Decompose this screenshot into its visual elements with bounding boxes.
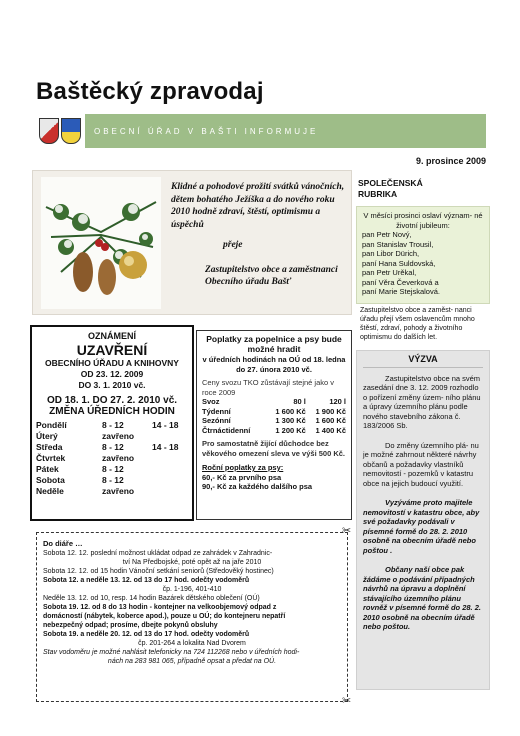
hours-t1: zavřeno [102,453,135,463]
hours-day: Pondělí [36,420,67,430]
hours-row [36,464,188,475]
fees-table [202,397,346,435]
notice-heading: OZNÁMENÍ [88,331,136,341]
hours-row [36,475,188,486]
hours-row [36,431,188,442]
crest-right-icon [61,118,81,144]
jubilee-box [356,206,490,304]
scissors-icon: ✂ [342,694,352,707]
jubilee-name: paní Hana Suldovská, [362,258,436,268]
fees-row [202,407,346,417]
fees-cell: 1 400 Kč [315,425,346,435]
hours-row [36,442,188,453]
social-heading-2: RUBRIKA [358,189,398,199]
appeal-heading: VÝZVA [363,355,483,368]
calendar-line: Sobota 12. a neděle 13. 12. od 13 do 17 hod. odečty vodoměrů [43,577,250,584]
hours-day: Neděle [36,486,64,496]
calendar-line: Sobota 12. 12. poslední možnost ukládat odpad ze zahrádek v Zahradnic- [43,550,273,557]
appeal-p1: Zastupitelstvo obce na svém zasedání dne 3. 12. 2009 rozhodlo o pořízení změny územ- ního plánu a úpravy územního plánu podle nového stavebního zákona č. 183/2006 Sb. [363,373,481,430]
christmas-decoration-image [41,177,161,309]
jubilee-name: pan Petr Urěkal, [362,268,417,277]
hours-day: Úterý [36,431,58,441]
fees-header-row [202,397,346,407]
calendar-line: Sobota 12. 12. od 15 hodin Vánoční setkání seniorů (Středověký hostinec) [43,568,274,575]
appeal-box [356,350,490,690]
social-heading-1: SPOLEČENSKÁ [358,178,423,188]
calendar-line: domácností (nábytek, koberce apod.), pouze u OÚ; do kontejneru nepatří [43,613,286,620]
social-column-heading [358,178,423,200]
jubilee-name: pan Stanislav Trousil, [362,239,434,249]
header-banner [34,114,486,148]
fees-cell: Týdenní [202,406,231,416]
banner-text: OBECNÍ ÚŘAD V BAŠTI INFORMUJE [94,126,319,136]
hours-row [36,420,188,431]
calendar-box [36,532,348,702]
fees-cell: Sezónní [202,416,231,425]
notice-line3: DO 3. 1. 2010 vč. [78,380,146,390]
fees-row [202,416,346,426]
fees-dogs-1: 60,- Kč za prvního psa [202,472,282,482]
greeting-from: Zastupitelstvo obce a zaměstnanci Obecního úřadu Bašť [205,264,338,287]
fees-cell: 1 200 Kč [275,425,306,435]
calendar-line: nebezpečný odpad; prosíme, dbejte pokynů obsluhy [43,622,218,629]
calendar-line: Sobota 19. a neděle 20. 12. od 13 do 17 hod. odečty vodoměrů [43,631,250,638]
hours-t1: 8 - 12 [102,420,124,430]
scissors-icon: ✂ [342,524,352,537]
coat-of-arms [34,114,86,148]
christmas-greeting [32,170,352,315]
hours-t1: 8 - 12 [102,464,124,474]
notice-line1: OBECNÍHO ÚŘADU A KNIHOVNY [45,358,179,368]
fees-senior: Pro samostatně žijící důchodce bez věkového omezení sleva ve výši 500 Kč. [202,439,346,458]
calendar-line: Neděle 13. 12. od 10, resp. 14 hodin Bazárek dětského oblečení (OÚ) [43,595,260,602]
hours-t1: 8 - 12 [102,475,124,485]
fees-sub: v úředních hodinách na OÚ od 18. ledna do 27. února 2010 vč. [202,355,346,374]
calendar-line: čp. 1-196, 401-410 [162,586,222,593]
closure-notice [30,325,194,521]
hours-day: Středa [36,442,63,452]
hours-t1: zavřeno [102,486,135,496]
newsletter-title: Baštěcký zpravodaj [36,78,264,105]
jubilee-greeting: Zastupitelstvo obce a zaměst- nanci úřadu přejí všem oslavencům mnoho štěstí, zdraví, pohody a životního optimismu do dalších let. [360,307,475,341]
fees-box [196,330,352,520]
jubilee-intro: V měsíci prosinci oslaví význam- né životní jubileum: [363,211,483,230]
fees-cell: 1 600 Kč [275,406,306,416]
hours-t2: 14 - 18 [152,420,179,430]
fees-heading: Poplatky za popelnice a psy bude možné hradit [206,334,342,354]
fees-col: 120 l [329,397,346,406]
notice-line2: OD 23. 12. 2009 [80,369,144,379]
hours-day: Čtvrtek [36,453,66,463]
hours-t2: 14 - 18 [152,442,179,452]
hours-row [36,486,188,497]
calendar-line: čp. 201-264 a lokalita Nad Dvorem [138,640,246,647]
appeal-p3: Vyzýváme proto majitele nemovitostí v katastru obce, aby své požadavky podávali v písemné formě do 28. 2. 2010 osobně na obecním úřadě nebo poštou . [363,498,480,555]
fees-dogs-2: 90,- Kč za každého dalšího psa [202,482,313,491]
jubilee-name: pan Libor Dürich, [362,249,420,258]
fees-cell: 1 300 Kč [275,416,306,425]
fees-note: Ceny svozu TKO zůstávají stejné jako v roce 2009 [202,378,335,397]
calendar-line: tví Na Předbojské, poté opět až na jaře 2010 [122,559,262,566]
jubilee-name: paní Věra Čeverková a [362,277,439,287]
hours-row [36,453,188,464]
crest-left-icon [39,118,59,144]
hours-day: Sobota [36,475,65,485]
issue-date: 9. prosince 2009 [415,156,486,166]
notice-line4: OD 18. 1. DO 27. 2. 2010 vč. [46,395,178,406]
office-hours [36,420,188,497]
calendar-heading: Do diáře … [43,539,83,548]
fees-cell: Čtrnáctidenní [202,425,251,435]
jubilee-name: paní Marie Stejskalová. [362,287,440,296]
hours-t1: 8 - 12 [102,442,124,452]
calendar-line: Stav vodoměru je možné nahlásit telefonicky na 724 112268 nebo v úředních hodi- [43,649,300,656]
fees-dogs-title: Roční poplatky za psy: [202,463,284,472]
notice-line5: ZMĚNA ÚŘEDNÍCH HODIN [49,406,175,417]
fees-col: Svoz [202,397,220,406]
jubilee-name: pan Petr Nový, [362,230,412,239]
fees-cell: 1 600 Kč [315,416,346,425]
fees-col: 80 l [293,397,306,406]
calendar-line: Sobota 19. 12. od 8 do 13 hodin - kontejner na velkoobjemový odpad z [43,604,277,611]
greeting-preje: přeje [223,240,243,250]
calendar-line: nách na 283 981 065, případně opsat a předat na OÚ. [107,658,277,665]
greeting-wish: Klidné a pohodové prožití svátků vánočních, dětem bohatého Ježíška a do nového roku 2010 hodně zdraví, štěstí, optimismu a úspěchů [171,182,345,230]
jubilee-names [362,230,484,297]
fees-row [202,426,346,436]
hours-day: Pátek [36,464,59,474]
appeal-p2: Do změny územního plá- nu je možné zahrnout některé návrhy občanů a požadavky vlastníků nemovitostí - pozemků v katastru obce na jejich budoucí využití. [363,440,479,488]
fees-cell: 1 900 Kč [315,406,346,416]
appeal-p4: Občany naší obce pak žádáme o podávání případných návrhů na úpravu a doplnění stávajícího územního plánu rovněž v písemné formě do 28. 2. 2010 osobně na obecním úřadě nebo poštou. [363,565,481,631]
greeting-text [171,181,347,289]
hours-t1: zavřeno [102,431,135,441]
notice-big: UZAVŘENÍ [76,342,148,358]
